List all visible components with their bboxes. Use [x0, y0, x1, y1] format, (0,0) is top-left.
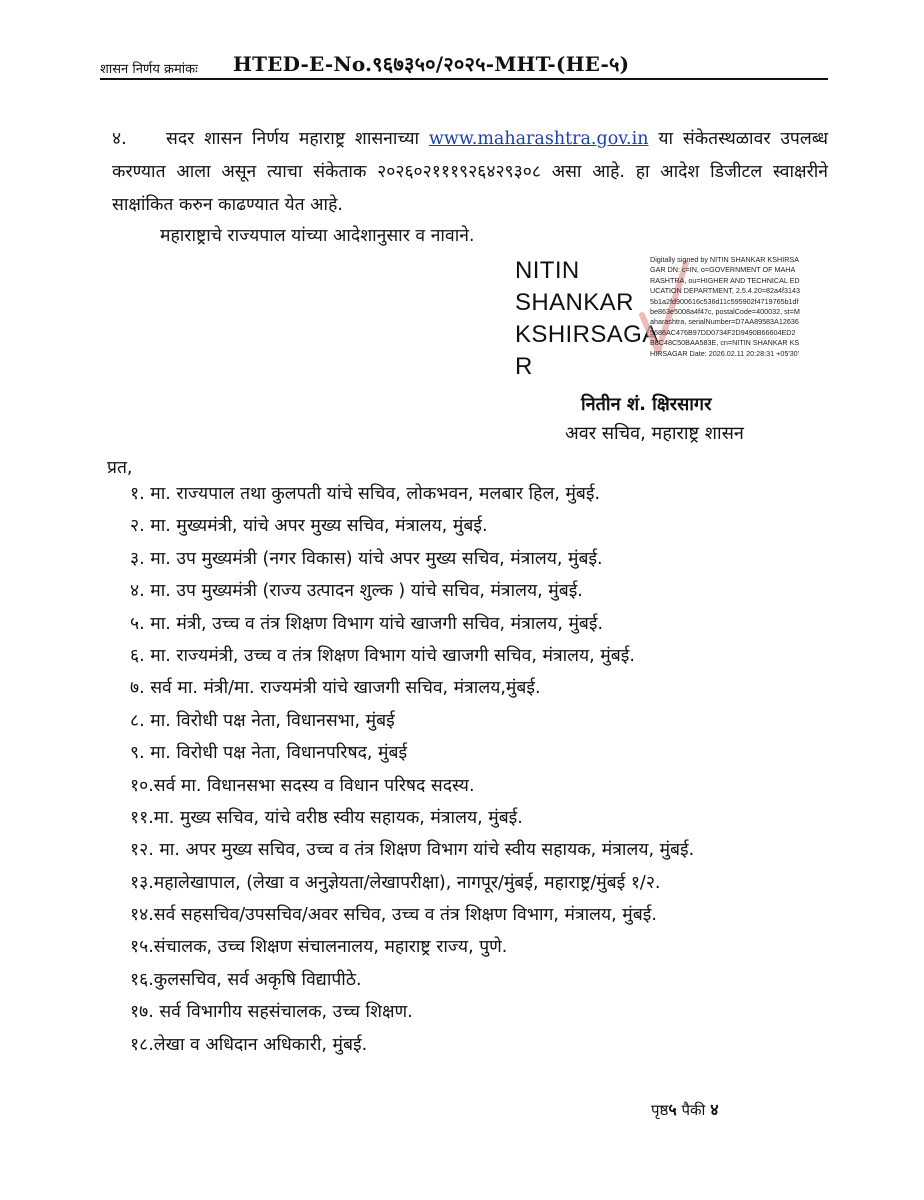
- website-link[interactable]: www.maharashtra.gov.in: [428, 129, 649, 149]
- list-item: ५. मा. मंत्री, उच्च व तंत्र शिक्षण विभाग यांचे खाजगी सचिव, मंत्रालय, मुंबई.: [130, 613, 604, 634]
- list-item: १८.लेखा व अधिदान अधिकारी, मुंबई.: [130, 1034, 368, 1055]
- copy-to-label: प्रत,: [107, 458, 133, 478]
- signature-name-line: SHANKAR: [515, 289, 634, 316]
- list-item: १६.कुलसचिव, सर्व अकृषि विद्यापीठे.: [130, 969, 362, 990]
- page-footer: [651, 1098, 719, 1120]
- list-item: १३.महालेखापाल, (लेखा व अनुज्ञेयता/लेखापरीक्षा), नागपूर/मुंबई, महाराष्ट्र/मुंबई १/२.: [130, 872, 661, 893]
- paragraph-text-end: या संकेतस्थळावर उपलब्ध करण्यात आला असून त्याचा संकेताक २०२६०२१११९२६४२९३०८ असा आहे. हा आदेश डिजीटल स्वाक्षरीने साक्षांकित करुन काढण्यात येत आहे.: [112, 129, 828, 215]
- order-number-label: शासन निर्णय क्रमांकः: [100, 62, 198, 77]
- signature-name-line: KSHIRSAGA: [515, 321, 659, 348]
- signature-name-line: R: [515, 353, 533, 380]
- list-item: ६. मा. राज्यमंत्री, उच्च व तंत्र शिक्षण विभाग यांचे खाजगी सचिव, मंत्रालय, मुंबई.: [130, 645, 635, 666]
- list-item: ३. मा. उप मुख्यमंत्री (नगर विकास) यांचे अपर मुख्य सचिव, मंत्रालय, मुंबई.: [130, 548, 603, 569]
- recipient-list: [130, 478, 850, 1061]
- paragraph-text-start: सदर शासन निर्णय महाराष्ट्र शासनाच्या: [166, 129, 429, 149]
- list-item: ८. मा. विरोधी पक्ष नेता, विधानसभा, मुंबई: [130, 710, 395, 731]
- page-number: ५: [668, 1100, 677, 1119]
- paragraph-4: [112, 123, 828, 222]
- list-item: ४. मा. उप मुख्यमंत्री (राज्य उत्पादन शुल्क ) यांचे सचिव, मंत्रालय, मुंबई.: [130, 581, 583, 602]
- list-item: २. मा. मुख्यमंत्री, यांचे अपर मुख्य सचिव, मंत्रालय, मुंबई.: [130, 516, 488, 537]
- list-item: १२. मा. अपर मुख्य सचिव, उच्च व तंत्र शिक्षण विभाग यांचे स्वीय सहायक, मंत्रालय, मुंबई.: [130, 840, 695, 861]
- officer-name: नितीन शं. क्षिरसागर: [581, 394, 712, 415]
- list-item: १. मा. राज्यपाल तथा कुलपती यांचे सचिव, लोकभवन, मलबार हिल, मुंबई.: [130, 484, 601, 504]
- header-rule: [100, 78, 828, 80]
- list-item: ७. सर्व मा. मंत्री/मा. राज्यमंत्री यांचे खाजगी सचिव, मंत्रालय,मुंबई.: [130, 678, 541, 699]
- list-item: ९. मा. विरोधी पक्ष नेता, विधानपरिषद, मुंबई: [130, 743, 408, 764]
- order-number: HTED-E-No.९६७३५०/२०२५-MHT-(HE-५): [233, 52, 630, 76]
- document-header: [100, 50, 828, 86]
- list-item: १४.सर्व सहसचिव/उपसचिव/अवर सचिव, उच्च व तंत्र शिक्षण विभाग, मंत्रालय, मुंबई.: [130, 905, 657, 926]
- signature-name-line: NITIN: [515, 257, 580, 284]
- page-total: ४: [710, 1100, 719, 1119]
- governor-order-line: महाराष्ट्राचे राज्यपाल यांच्या आदेशानुसार व नावाने.: [160, 226, 475, 246]
- page-prefix: पृष्ठ: [651, 1101, 669, 1119]
- officer-designation: अवर सचिव, महाराष्ट्र शासन: [565, 423, 744, 444]
- list-item: १०.सर्व मा. विधानसभा सदस्य व विधान परिषद सदस्य.: [130, 775, 475, 796]
- list-item: १५.संचालक, उच्च शिक्षण संचालनालय, महाराष्ट्र राज्य, पुणे.: [130, 937, 508, 958]
- list-item: ११.मा. मुख्य सचिव, यांचे वरीष्ठ स्वीय सहायक, मंत्रालय, मुंबई.: [130, 807, 523, 828]
- list-item: १७. सर्व विभागीय सहसंचालक, उच्च शिक्षण.: [130, 1002, 413, 1023]
- digital-signature-details: Digitally signed by NITIN SHANKAR KSHIRSAGAR DN: c=IN, o=GOVERNMENT OF MAHARASHTRA, ou=HIGHER AND TECHNICAL EDUCATION DEPARTMENT, 2.5.4.20=82a4f31435b1a2fd900616c536d11c595902f4719765b1dfbe863e5008a4f47c, postalCode=400032, st=Maharashtra, serialNumber=D7AA89583A126365686AC476B97DD0734F2D9490B66604ED2B8C48C50BAA583E, cn=NITIN SHANKAR KSHIRSAGAR Date: 2026.02.11 20:28:31 +05'30': [650, 255, 801, 358]
- paragraph-number: ४.: [112, 129, 127, 149]
- page-of: पैकी: [681, 1101, 706, 1119]
